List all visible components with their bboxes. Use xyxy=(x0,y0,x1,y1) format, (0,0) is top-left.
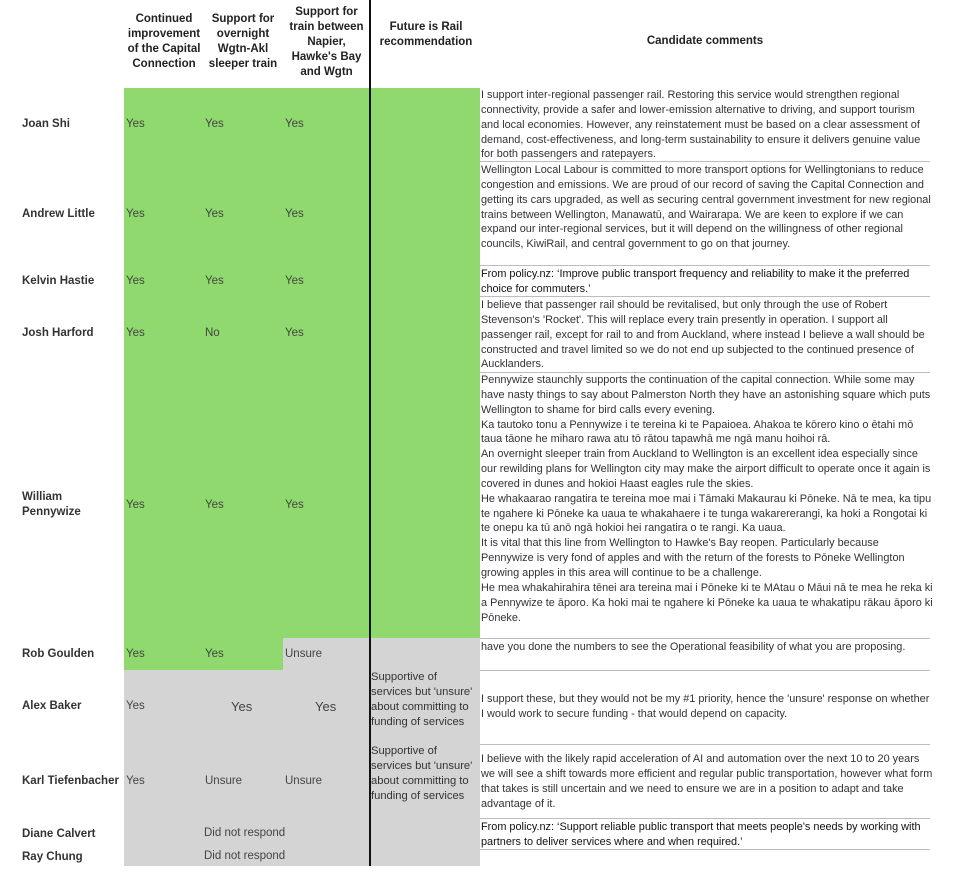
sleeper-value: Yes xyxy=(205,499,224,511)
capital-value: Yes xyxy=(126,208,145,220)
candidate-comment: I believe with the likely rapid acceleration of AI and automation over the next 10 to 20 years we will see a shift towards more efficient and regular public transportation, however what form that takes is still uncertain and we need to ensure we are in a position to adapt and take advantage of it. xyxy=(481,753,933,810)
capital-value: Yes xyxy=(126,275,145,287)
fir-recommendation: Supportive of services but 'unsure' about committing to funding of services xyxy=(371,745,473,802)
header-capital-connection: Continued improvement of the Capital Connection xyxy=(127,13,201,70)
capital-value: Yes xyxy=(126,700,145,712)
candidate-name: Ray Chung xyxy=(22,851,83,863)
candidate-name: William Pennywize xyxy=(22,491,81,518)
candidate-name: Andrew Little xyxy=(22,208,95,220)
sleeper-value: Yes xyxy=(231,699,253,714)
capital-value: Yes xyxy=(126,499,145,511)
comment-rule xyxy=(480,670,930,671)
candidate-name: Kelvin Hastie xyxy=(22,275,95,287)
candidate-name: Josh Harford xyxy=(22,327,94,339)
candidate-name: Alex Baker xyxy=(22,700,82,712)
napier-value: Unsure xyxy=(285,648,323,660)
sleeper-value: No xyxy=(205,327,220,339)
capital-value: Yes xyxy=(126,648,145,660)
candidate-comment: From policy.nz: ‘Improve public transport frequency and reliability to make it the preferred choice for commuters.’ xyxy=(481,268,910,295)
capital-value: Yes xyxy=(126,118,145,130)
comment-rule xyxy=(480,638,930,639)
header-napier-train: Support for train between Napier, Hawke's Bay and Wgtn xyxy=(289,6,364,78)
capital-value: Yes xyxy=(126,775,145,787)
candidate-comment: I support inter-regional passenger rail. Restoring this service would strengthen regional connectivity, provide a safer and lower-emission alternative to driving, and support tourism and local economies. However, any reinstatement must be based on a clear assessment of demand, cost-effectiveness, and long-term sustainability to ensure it delivers genuine value for both passengers and ratepayers. xyxy=(481,89,921,161)
header-future-is-rail: Future is Rail recommendation xyxy=(379,21,473,48)
no-response: Did not respond xyxy=(204,827,286,839)
capital-value: Yes xyxy=(126,327,145,339)
sleeper-value: Yes xyxy=(205,208,224,220)
sleeper-value: Yes xyxy=(205,648,224,660)
napier-value: Yes xyxy=(285,499,304,511)
candidate-name: Diane Calvert xyxy=(22,828,96,840)
candidate-comment: I believe that passenger rail should be revitalised, but only through the use of Robert Stevenson's 'Rocket'. This will replace every train presently in operation. I support all passenger rail, except for rail to and from Auckland, where instead I believe a wall should be constructed and travel limited so we do not end up subjected to the continued presence of Aucklanders. xyxy=(481,299,925,371)
column-divider xyxy=(369,0,371,866)
header-sleeper-train: Support for overnight Wgtn-Akl sleeper train xyxy=(208,13,278,70)
candidate-comment: I support these, but they would not be my #1 priority, hence the 'unsure' response on whether I would work to secure funding - that would depend on capacity. xyxy=(481,693,930,720)
candidate-name: Joan Shi xyxy=(22,118,70,130)
napier-value: Yes xyxy=(285,275,304,287)
candidate-comment: From policy.nz: ‘Support reliable public transport that meets people's needs by working with partners to deliver services where and when required.’ xyxy=(481,821,921,848)
candidate-comment: Wellington Local Labour is committed to more transport options for Wellingtonians to reduce congestion and emissions. We are proud of our record of saving the Capital Connection and getting its cars upgraded, as well as securing central government investment for new regional trains between Wellington, Manawatū, and Wairarapa. We are keen to explore if we can expand our inter-regional services, but it will depend on the willingness of other regional councils, KiwiRail, and central government to go on that journey. xyxy=(481,164,931,251)
candidate-name: Karl Tiefenbacher xyxy=(22,775,119,787)
fir-recommendation: Supportive of services but 'unsure' about committing to funding of services xyxy=(371,671,473,728)
candidate-comment: have you done the numbers to see the Operational feasibility of what you are proposing. xyxy=(481,641,906,653)
comment-rule xyxy=(480,265,930,266)
candidate-name: Rob Goulden xyxy=(22,648,95,660)
comment-rule xyxy=(480,818,930,819)
sleeper-value: Yes xyxy=(205,118,224,130)
napier-value: Yes xyxy=(285,118,304,130)
no-response: Did not respond xyxy=(204,850,286,862)
green-block-rob xyxy=(124,638,283,670)
napier-value: Unsure xyxy=(285,775,323,787)
candidate-comment: Pennywize staunchly supports the continuation of the capital connection. While some may have nasty things to say about Palmerston North they have an astonishing square which puts Wellington to shame for bird calls every evening. Ka tautoko tonu a Pennywize i te tereina ki te Papaioea. Ahakoa te kōrero kino o ētahi mō taua tāone he miharo rawa atu tō rātou tapawhā me ngā manu hoihoi rā. An overnight sleeper train from Auckland to Wellington is an excellent idea especially since our rewilding plans for Wellington city may make the airport difficult to operate once it again is covered in dunes and hokioi Haast eagles rule the skies. He whakaarao rangatira te tereina moe mai i Tāmaki Makaurau ki Pōneke. Nā te mea, ka tipu te ngahere ki Pōneke ka uaua te whakahaere i te tunga wakarererangi, ka hoki a Rongotai ki te onepu ka tū anō ngā hokioi hei rangatira o te rangi. Ka uaua. It is vital that this line from Wellington to Hawke's Bay reopen. Particularly because Pennywize is very fond of apples and with the return of the forests to Pōneke Wellington growing apples in this area will continue to be a challenge. He mea whakahirahira tēnei ara tereina mai i Pōneke ki te MAtau o Māui nā te mea he reka ki a Pennywize te āporo. Ka hoki mai te ngahere ki Pōneke ka uaua te whakatipu rākau āporo ki Pōneke. xyxy=(481,374,933,624)
sleeper-value: Unsure xyxy=(205,775,243,787)
header-candidate-comments: Candidate comments xyxy=(646,35,764,47)
green-block-main xyxy=(124,88,480,638)
napier-value: Yes xyxy=(285,208,304,220)
comment-rule xyxy=(480,744,930,745)
sleeper-value: Yes xyxy=(205,275,224,287)
napier-value: Yes xyxy=(285,327,304,339)
napier-value: Yes xyxy=(315,699,337,714)
